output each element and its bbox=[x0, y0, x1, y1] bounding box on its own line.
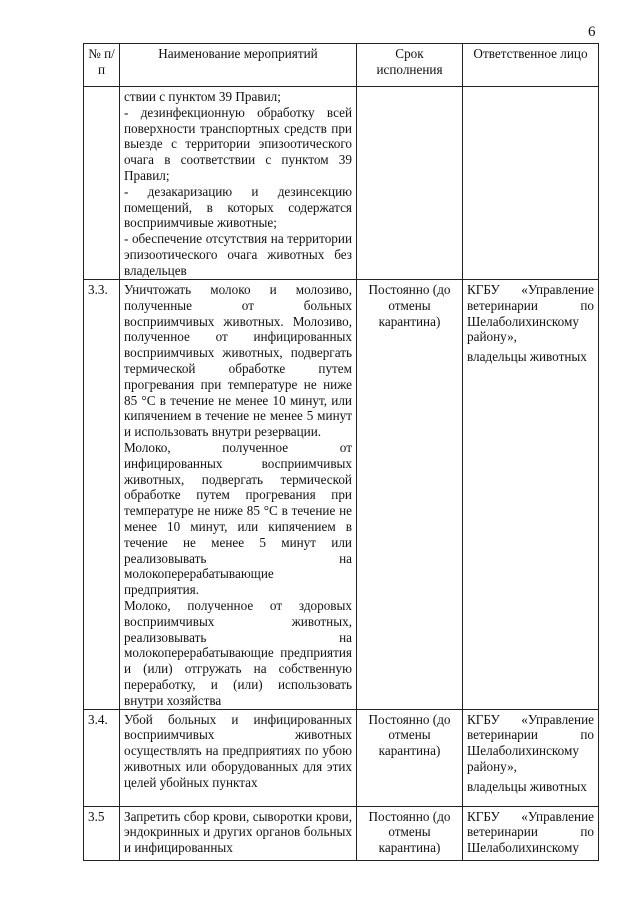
row-number bbox=[84, 87, 120, 280]
description-paragraph: - дезинфекционную обработку всей поверхности транспортных средств при выезде с территории эпизоотического очага в соответствии с пунктом 39 Правил; bbox=[124, 104, 352, 183]
row-term: Постоянно (до отмены карантина) bbox=[357, 806, 463, 860]
table-row bbox=[84, 709, 599, 806]
row-description bbox=[120, 806, 357, 860]
row-number: 3.5 bbox=[84, 806, 120, 860]
row-description bbox=[120, 87, 357, 280]
responsible-organization: КГБУ «Управление ветеринарии по Шелаболихинскому району», bbox=[467, 282, 594, 345]
row-description bbox=[120, 709, 357, 806]
row-term: Постоянно (до отмены карантина) bbox=[357, 709, 463, 806]
header-num: № п/п bbox=[84, 44, 120, 87]
responsible-owners: владельцы животных bbox=[467, 349, 587, 365]
row-term: Постоянно (до отмены карантина) bbox=[357, 280, 463, 710]
page-number: 6 bbox=[588, 24, 596, 40]
responsible-organization: КГБУ «Управление ветеринарии по Шелаболихинскому району», bbox=[467, 711, 594, 774]
row-number: 3.4. bbox=[84, 709, 120, 806]
header-responsible: Ответственное лицо bbox=[463, 44, 599, 87]
row-responsible bbox=[463, 709, 599, 806]
measures-table bbox=[83, 43, 599, 861]
description-paragraph: Убой больных и инфицированных восприимчивых животных осуществлять на предприятиях по убою животных или оборудованных для этих целей убойных пунктах bbox=[124, 711, 352, 790]
row-description bbox=[120, 280, 357, 710]
description-paragraph: Молоко, полученное от здоровых восприимчивых животных, реализовывать на молокоперерабатывающие предприятия и (или) отгружать на собственную переработку, и (или) использовать внутри хозяйства bbox=[124, 597, 352, 708]
table-header-row bbox=[84, 44, 599, 87]
table-row bbox=[84, 806, 599, 860]
responsible-organization: КГБУ «Управление ветеринарии по Шелаболихинскому bbox=[467, 808, 594, 856]
row-responsible bbox=[463, 87, 599, 280]
description-paragraph: Молоко, полученное от инфицированных восприимчивых животных, подвергать термической обработке путем прогревания при температуре не ниже 85 °С в течение не менее 10 минут, или кипячением в течение не менее 5 минут или реализовывать на молокоперерабатывающие предприятия. bbox=[124, 439, 352, 598]
table-row bbox=[84, 280, 599, 710]
row-term bbox=[357, 87, 463, 280]
description-paragraph: Запретить сбор крови, сыворотки крови, эндокринных и других органов больных и инфицированных bbox=[124, 808, 352, 856]
description-paragraph: - дезакаризацию и дезинсекцию помещений, в которых содержатся восприимчивые животные; bbox=[124, 183, 352, 231]
description-paragraph: - обеспечение отсутствия на территории эпизоотического очага животных без владельцев bbox=[124, 231, 352, 278]
row-number: 3.3. bbox=[84, 280, 120, 710]
header-name: Наименование мероприятий bbox=[120, 44, 357, 87]
row-responsible bbox=[463, 806, 599, 860]
row-responsible bbox=[463, 280, 599, 710]
header-term: Срок исполнения bbox=[357, 44, 463, 87]
description-paragraph: ствии с пунктом 39 Правил; bbox=[124, 89, 281, 104]
responsible-owners: владельцы животных bbox=[467, 778, 587, 794]
description-paragraph: Уничтожать молоко и молозиво, полученные от больных восприимчивых животных. Молозиво, полученное от инфицированных восприимчивых животных, подвергать термической обработке путем прогревания при температуре не ниже 85 °С в течение не менее 10 минут, или кипячением в течение не менее 5 минут и использовать внутри резервации. bbox=[124, 282, 352, 440]
table-row bbox=[84, 87, 599, 280]
